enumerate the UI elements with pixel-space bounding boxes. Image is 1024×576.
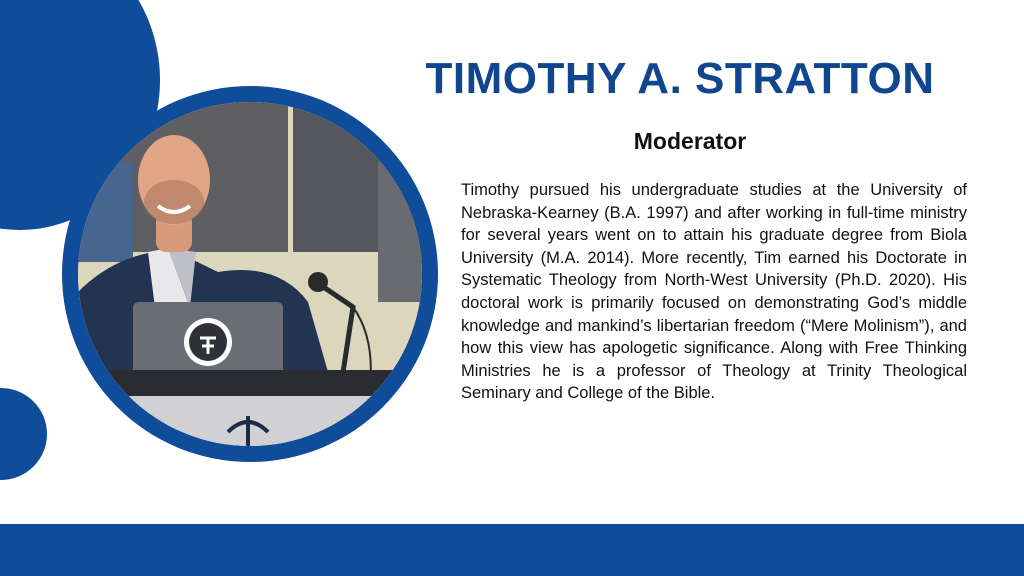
speaker-name: TIMOTHY A. STRATTON [425,54,935,103]
speaker-role: Moderator [633,128,747,154]
speaker-photo-illustration [78,102,422,446]
footer-bar [0,524,1024,576]
speaker-photo-frame [62,86,438,462]
speaker-bio: Timothy pursued his undergraduate studies at the University of Nebraska-Kearney (B.A. 1997) and after working in full-time ministry for several years went on to attain his graduate degree from Biola University (M.A. 2014). More recently, Tim earned his Doctorate in Systematic Theology from North-West University (Ph.D. 2020). His doctoral work is primarily focused on demonstrating God’s middle knowledge and mankind’s libertarian freedom (“Mere Molinism”), and how this view has apologetic significance. Along with Free Thinking Ministries he is a professor of Theology at Trinity Theological Seminary and College of the Bible. [461,181,967,403]
speaker-photo [78,102,422,446]
decorative-circle-left [0,388,47,480]
